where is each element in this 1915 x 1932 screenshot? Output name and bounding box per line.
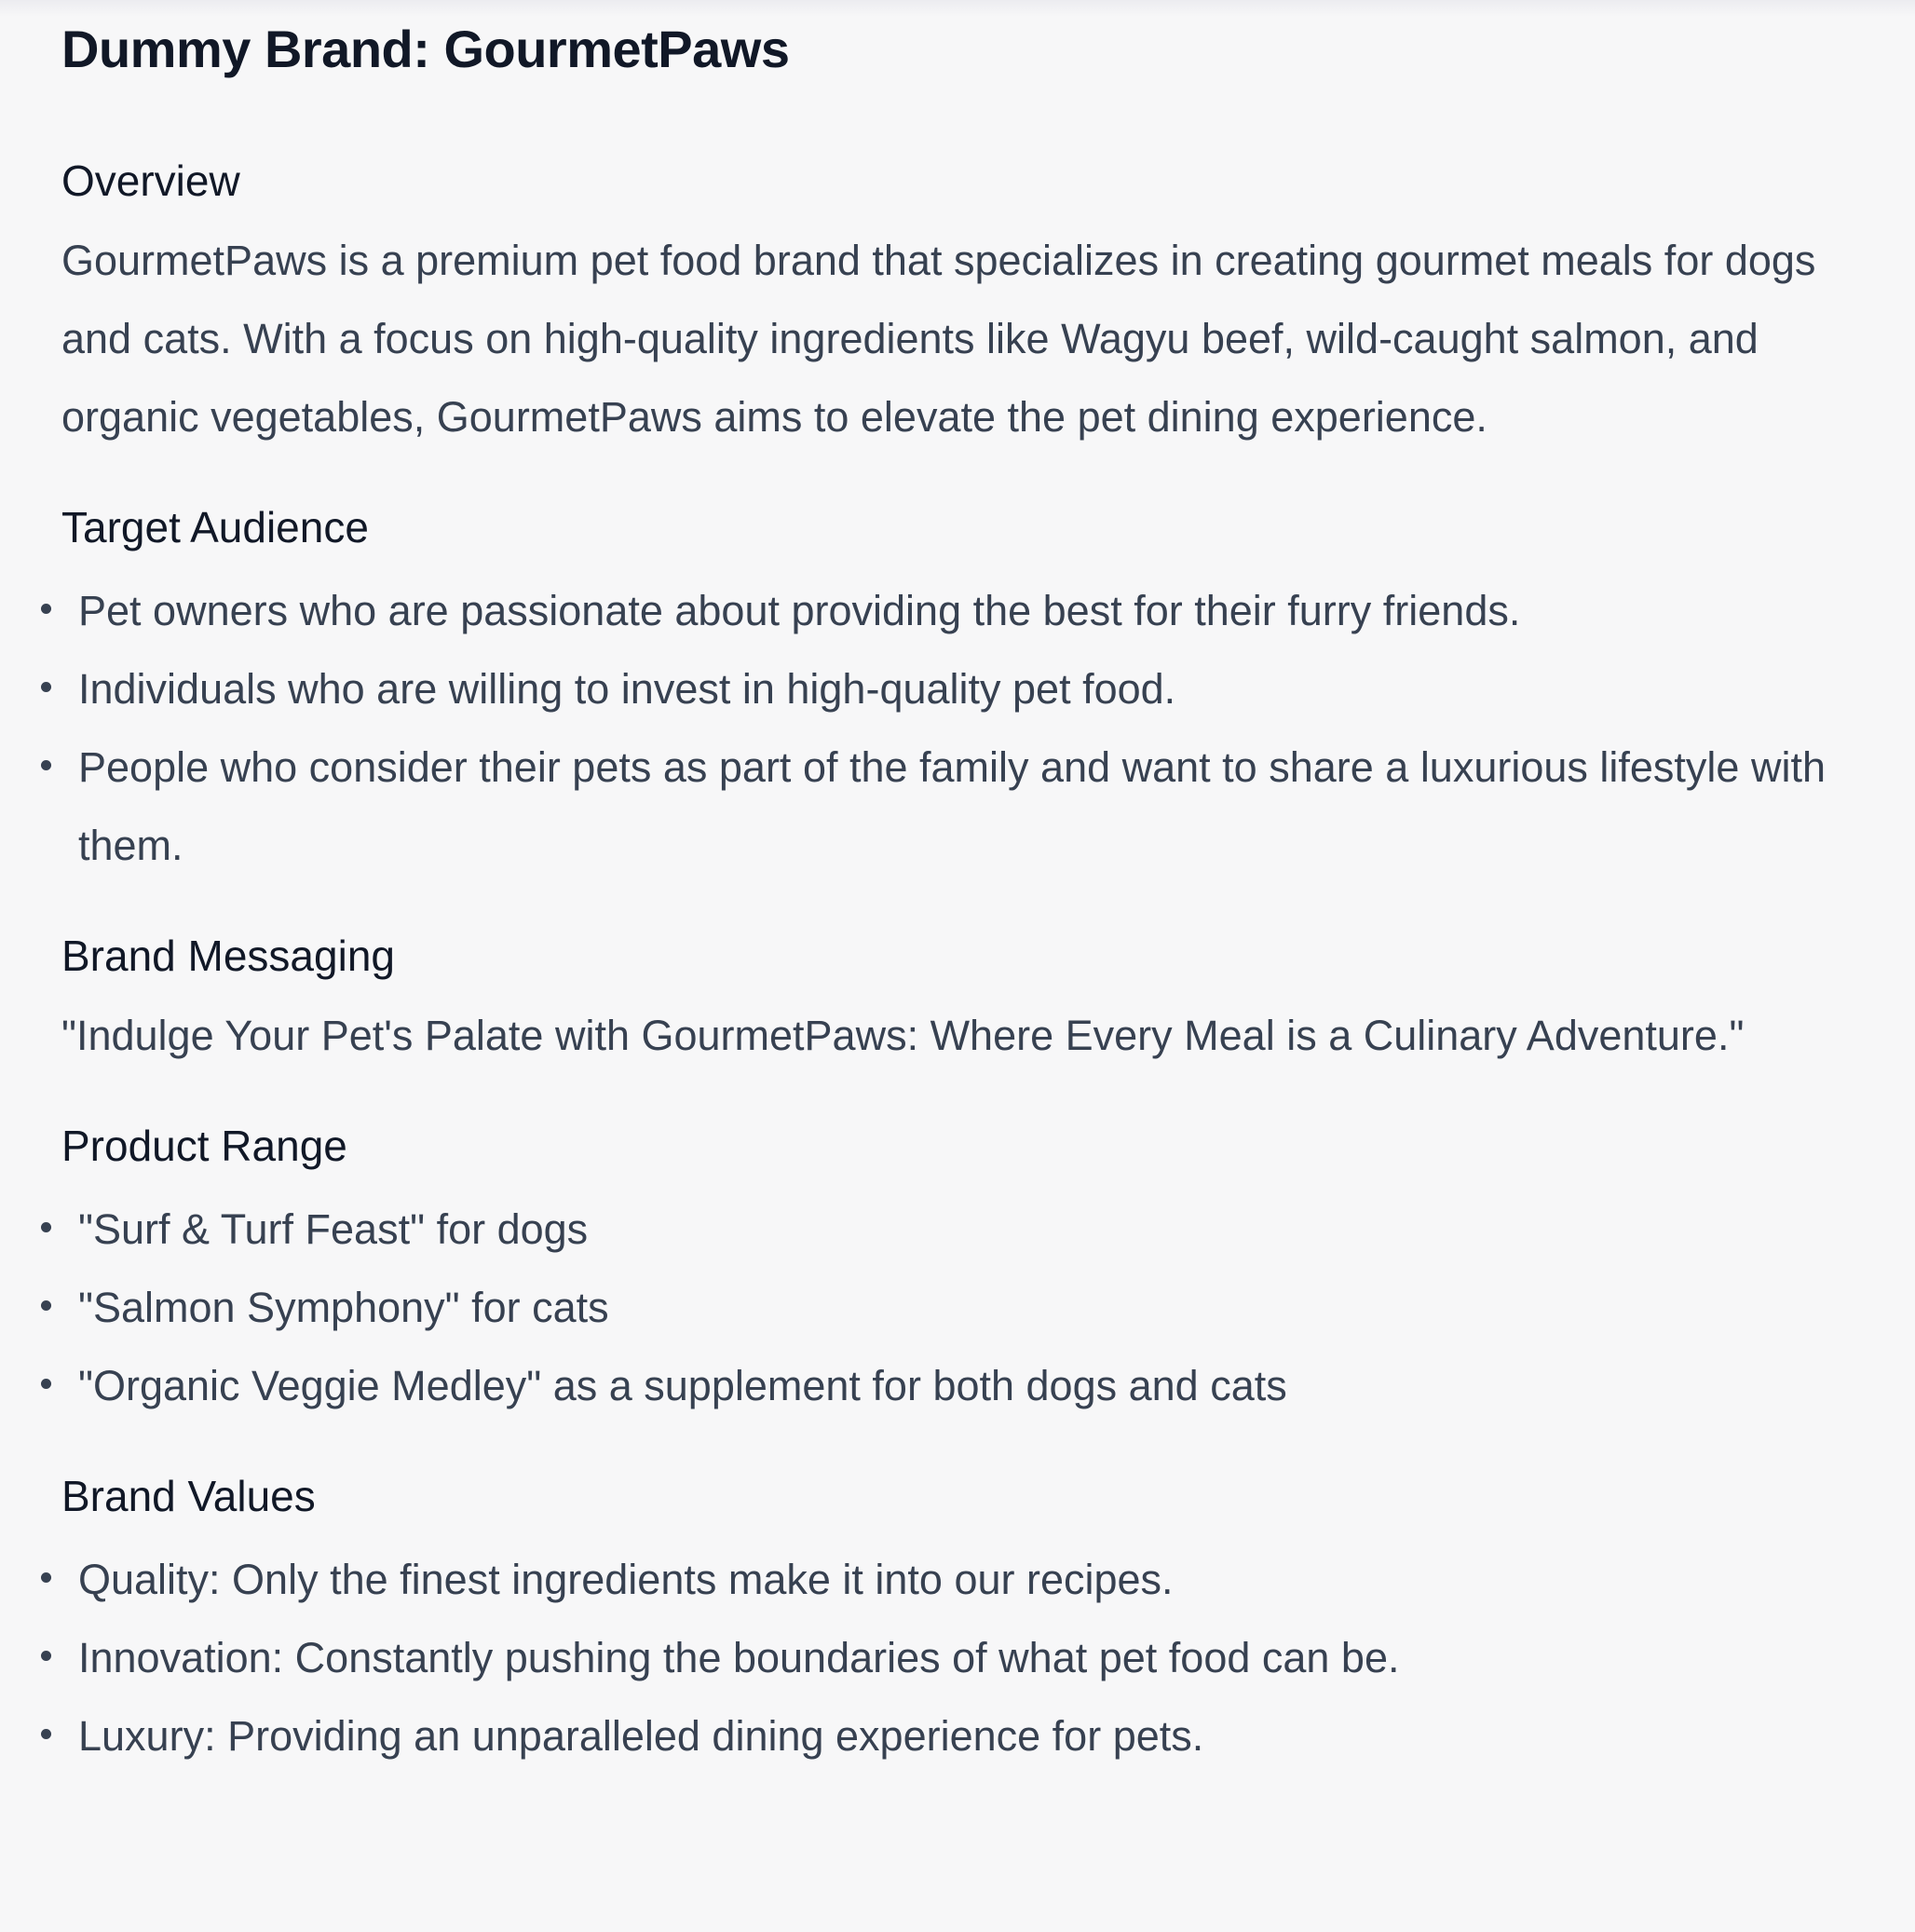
brand-document [61, 17, 1859, 1776]
product-range-list [61, 1190, 1859, 1425]
overview-text: GourmetPaws is a premium pet food brand that specializes in creating gourmet meals for dogs and cats. With a focus on high-quality ingredients like Wagyu beef, wild-caught salmon, and organic vegetables, GourmetPaws aims to elevate the pet dining experience. [61, 237, 1816, 441]
list-item: Pet owners who are passionate about providing the best for their furry friends. [61, 572, 1859, 650]
brand-values-list [61, 1541, 1859, 1776]
list-item: Quality: Only the finest ingredients make it into our recipes. [61, 1541, 1859, 1619]
target-audience-heading: Target Audience [61, 503, 369, 551]
overview-heading: Overview [61, 156, 240, 205]
brand-messaging-text: "Indulge Your Pet's Palate with GourmetPaws: Where Every Meal is a Culinary Adventure." [61, 1012, 1745, 1059]
list-item: "Organic Veggie Medley" as a supplement for both dogs and cats [61, 1347, 1859, 1425]
list-item: "Salmon Symphony" for cats [61, 1269, 1859, 1347]
brand-values-heading: Brand Values [61, 1472, 316, 1520]
product-range-heading: Product Range [61, 1122, 347, 1170]
list-item: Luxury: Providing an unparalleled dining experience for pets. [61, 1697, 1859, 1776]
list-item: Individuals who are willing to invest in high-quality pet food. [61, 650, 1859, 728]
list-item: People who consider their pets as part of the family and want to share a luxurious lifestyle with them. [61, 728, 1859, 885]
list-item: Innovation: Constantly pushing the boundaries of what pet food can be. [61, 1619, 1859, 1697]
document-title: Dummy Brand: GourmetPaws [61, 20, 790, 78]
target-audience-list [61, 572, 1859, 885]
top-shadow [0, 0, 1915, 17]
list-item: "Surf & Turf Feast" for dogs [61, 1190, 1859, 1269]
brand-messaging-heading: Brand Messaging [61, 932, 395, 980]
